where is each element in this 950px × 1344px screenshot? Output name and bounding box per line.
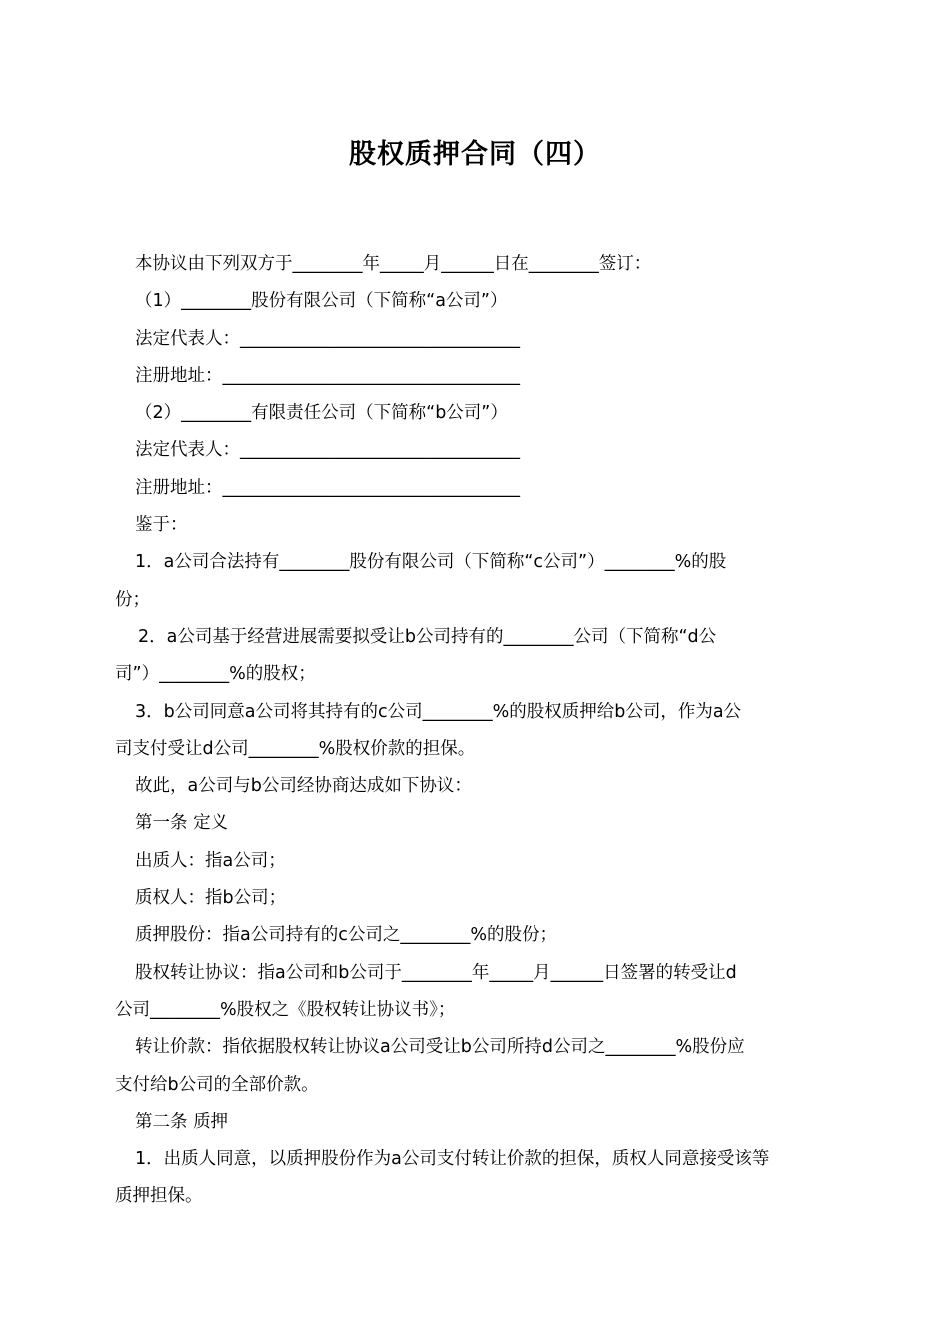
party-a-legal-rep: 法定代表人：________________________________: [135, 328, 520, 349]
definition-pledgee: 质权人：指b公司；: [135, 888, 287, 909]
definition-transfer-price: 转让价款：指依据股权转让协议a公司受让b公司所持d公司之________%股份应: [135, 1037, 745, 1058]
preamble-line: 本协议由下列双方于________年_____月______日在________签订：: [135, 254, 652, 274]
party-a-heading: （1）________股份有限公司（下简称“a公司”）: [135, 291, 508, 312]
party-b-legal-rep: 法定代表人：________________________________: [135, 440, 520, 461]
therefore-line: 故此，a公司与b公司经协商达成如下协议：: [135, 776, 472, 797]
definition-pledgor: 出质人：指a公司；: [135, 850, 286, 871]
party-a-address: 注册地址：__________________________________: [135, 365, 520, 386]
party-b-address: 注册地址：__________________________________: [135, 477, 520, 498]
definition-transfer-agreement-cont: 公司________%股权之《股权转让协议书》；: [115, 999, 456, 1020]
definition-transfer-price-cont: 支付给b公司的全部价款。: [115, 1074, 319, 1095]
article-2-clause-1: 1．出质人同意，以质押股份作为a公司支付转让价款的担保，质权人同意接受该等: [135, 1149, 770, 1170]
definition-pledged-shares: 质押股份：指a公司持有的c公司之________%的股份；: [135, 925, 557, 946]
article-1-heading: 第一条 定义: [135, 813, 229, 834]
party-b-heading: （2）________有限责任公司（下简称“b公司”）: [135, 403, 508, 424]
recital-2: 2．a公司基于经营进展需要拟受让b公司持有的________公司（下简称“d公: [138, 626, 717, 647]
recital-3-cont: 司支付受让d公司________%股权价款的担保。: [115, 738, 476, 759]
recital-2-cont: 司”）________%的股权；: [115, 664, 316, 685]
whereas-heading: 鉴于：: [135, 515, 188, 536]
article-2-heading: 第二条 质押: [135, 1111, 229, 1132]
definition-transfer-agreement: 股权转让协议：指a公司和b公司于________年_____月______日签署的转受让d: [135, 962, 737, 983]
document-body: [115, 246, 837, 1216]
article-2-clause-1-cont: 质押担保。: [115, 1186, 203, 1207]
recital-1: 1．a公司合法持有________股份有限公司（下简称“c公司”）________%的股: [135, 552, 727, 573]
recital-1-cont: 份；: [115, 589, 150, 610]
recital-3: 3．b公司同意a公司将其持有的c公司________%的股权质押给b公司，作为a公: [135, 701, 742, 722]
document-title: 股权质押合同（四）: [349, 139, 601, 170]
